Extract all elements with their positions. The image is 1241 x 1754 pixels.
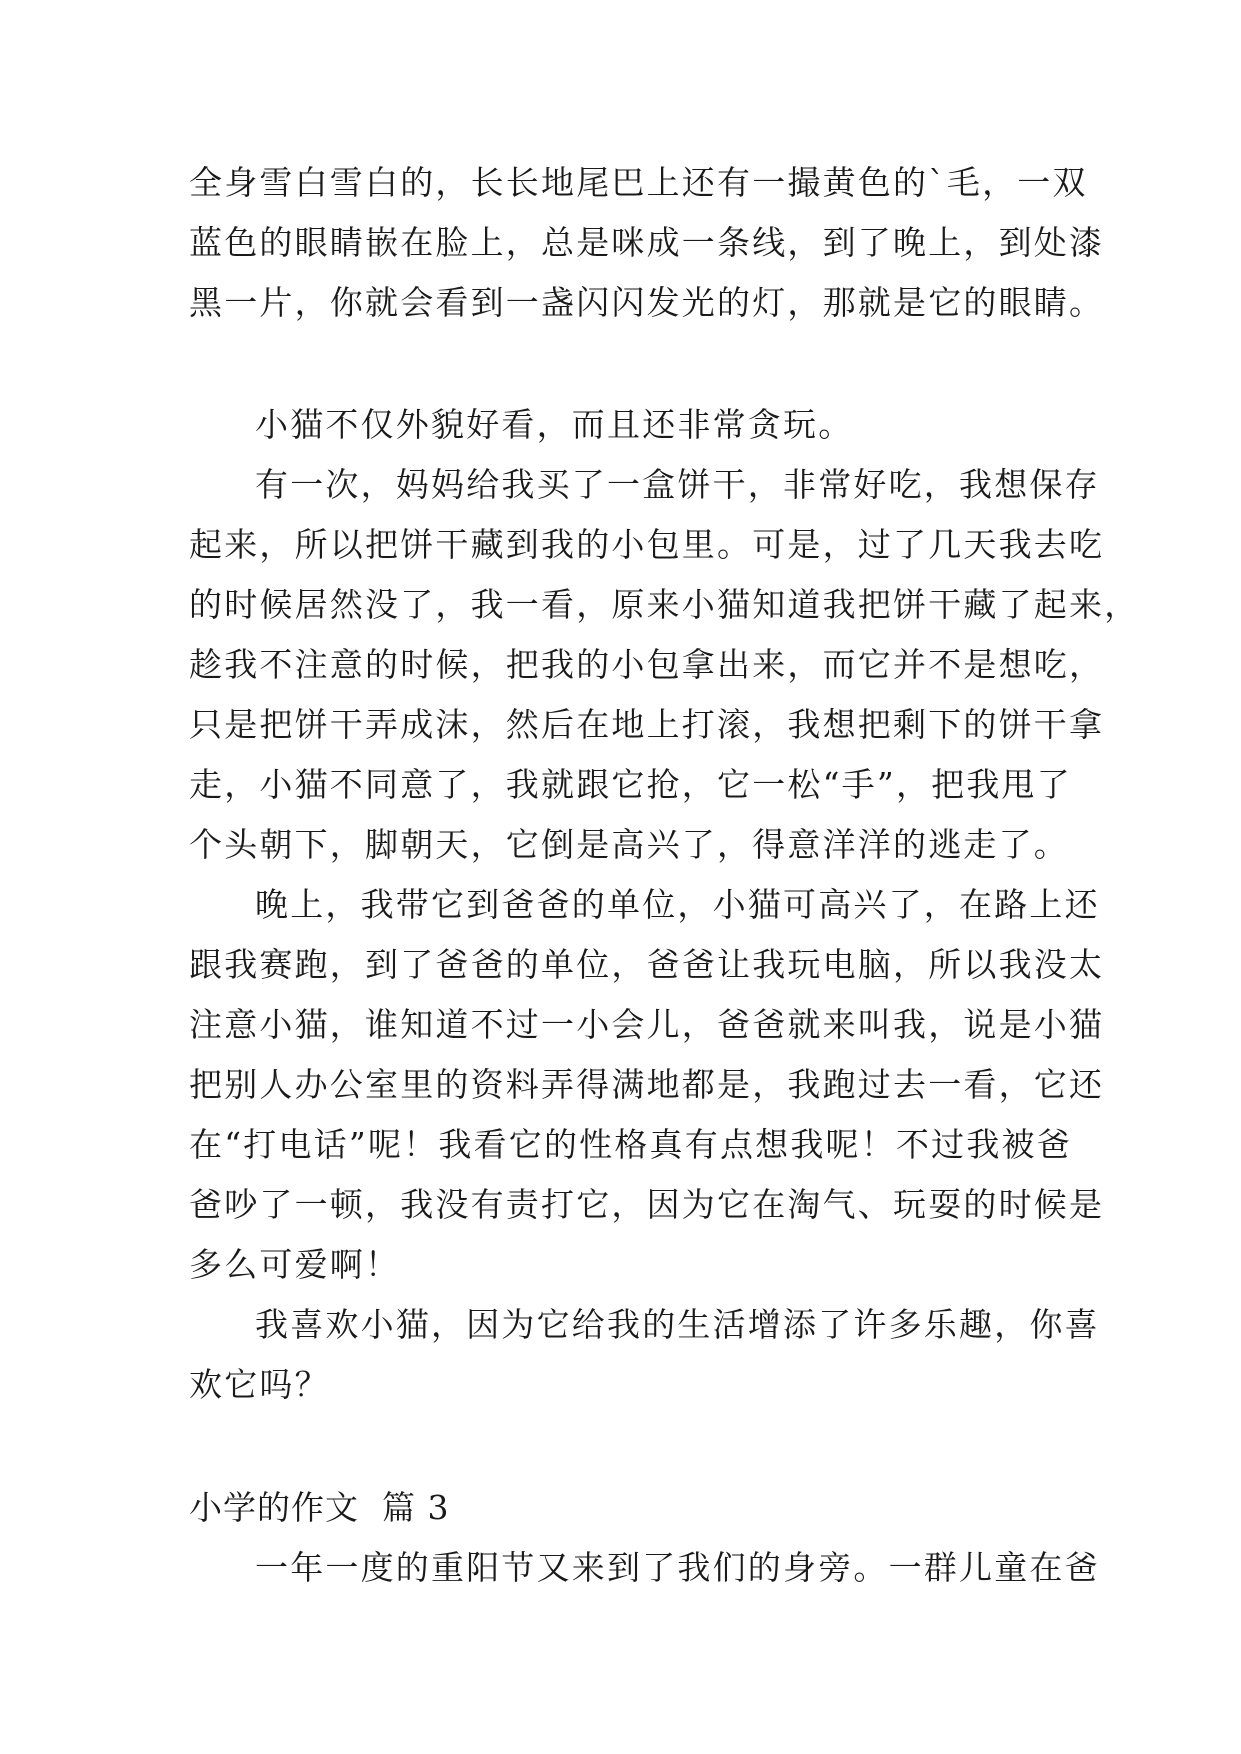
paragraph-line: 一年一度的重阳节又来到了我们的身旁。一群儿童在爸: [255, 1548, 1100, 1587]
paragraph-line: 只是把饼干弄成沫，然后在地上打滚，我想把剩下的饼干拿: [189, 705, 1105, 744]
paragraph-line: 把别人办公室里的资料弄得满地都是，我跑过去一看，它还: [189, 1065, 1105, 1104]
paragraph-line: 欢它吗？: [189, 1365, 330, 1404]
paragraph-line: 晚上，我带它到爸爸的单位，小猫可高兴了，在路上还: [255, 885, 1100, 924]
section-heading: 小学的作文 篇 3: [189, 1488, 450, 1527]
paragraph-line: 我喜欢小猫，因为它给我的生活增添了许多乐趣，你喜: [255, 1305, 1100, 1344]
paragraph-line: 跟我赛跑，到了爸爸的单位，爸爸让我玩电脑，所以我没太: [189, 945, 1105, 984]
paragraph-line: 多么可爱啊！: [189, 1245, 401, 1284]
paragraph-line: 趁我不注意的时候，把我的小包拿出来，而它并不是想吃，: [189, 645, 1105, 684]
paragraph-line: 蓝色的眼睛嵌在脸上，总是咪成一条线，到了晚上，到处漆: [189, 223, 1105, 262]
paragraph-line: 起来，所以把饼干藏到我的小包里。可是，过了几天我去吃: [189, 525, 1105, 564]
paragraph-line: 个头朝下，脚朝天，它倒是高兴了，得意洋洋的逃走了。: [189, 825, 1069, 864]
paragraph-line: 爸吵了一顿，我没有责打它，因为它在淘气、玩耍的时候是: [189, 1185, 1105, 1224]
paragraph-line: 的时候居然没了，我一看，原来小猫知道我把饼干藏了起来，: [189, 585, 1140, 624]
paragraph-line: 小猫不仅外貌好看，而且还非常贪玩。: [255, 405, 854, 444]
paragraph-line: 有一次，妈妈给我买了一盒饼干，非常好吃，我想保存: [255, 465, 1100, 504]
paragraph-line: 走，小猫不同意了，我就跟它抢，它一松“手”，把我甩了: [189, 765, 1072, 804]
paragraph-line: 在“打电话”呢！我看它的性格真有点想我呢！不过我被爸: [189, 1125, 1072, 1164]
paragraph-line: 全身雪白雪白的，长长地尾巴上还有一撮黄色的`毛，一双: [189, 163, 1088, 202]
paragraph-line: 黑一片，你就会看到一盏闪闪发光的灯，那就是它的眼睛。: [189, 283, 1105, 322]
paragraph-line: 注意小猫，谁知道不过一小会儿，爸爸就来叫我，说是小猫: [189, 1005, 1105, 1044]
